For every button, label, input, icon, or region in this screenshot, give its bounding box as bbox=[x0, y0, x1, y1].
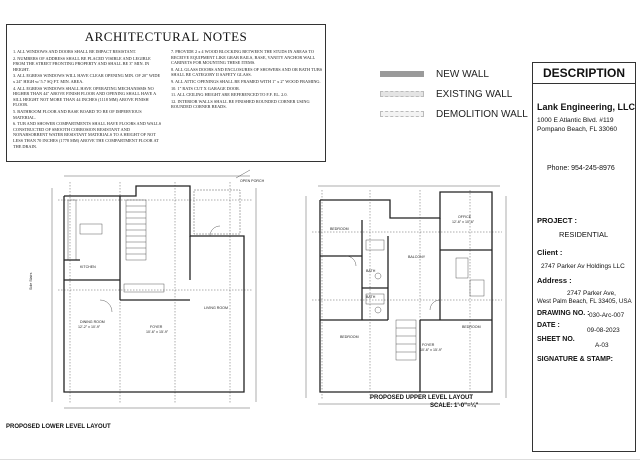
note-item: 8. ALL GLASS DOORS AND ENCLOSURES OF SHOWERS AND OR BATH TUBS SHALL BE CATEGORY II SAFETY GLASS. bbox=[171, 66, 323, 78]
drawing-number-label: DRAWING NO. : bbox=[537, 310, 590, 317]
room-label-bath: BATH bbox=[366, 295, 376, 299]
project-label: PROJECT : bbox=[537, 216, 578, 225]
note-item: 5. BATHROOM FLOOR AND BASE BOARD TO BE OF IMPERVIOUS MATERIAL. bbox=[13, 108, 142, 120]
note-item: 2. NUMBERS OF ADDRESS SHALL BE PLACED VISIBLE AND LEGIBLE FROM THE STREET FRONTING PROPERTY AND SHALL BE 3" MIN. IN HEIGHT. bbox=[13, 55, 151, 72]
room-label-bedroom: BEDROOM bbox=[340, 335, 359, 339]
address-label: Address : bbox=[537, 276, 572, 285]
note-item: 11. ALL CEILING HEIGHT ARE REFERENCED TO F.F. EL. 2.0. bbox=[171, 92, 288, 98]
drawing-number-value: 030-Arc-007 bbox=[589, 312, 625, 319]
room-label-dining: DINING ROOM bbox=[80, 320, 105, 324]
room-label-foyer: FOYER bbox=[150, 325, 163, 329]
room-label-balcony: BALCONY bbox=[408, 255, 426, 259]
room-dim-dining: 12'-2" x 10'-9" bbox=[78, 325, 101, 329]
upper-level-caption: PROPOSED UPPER LEVEL LAYOUT bbox=[370, 395, 474, 401]
note-item: 9. ALL ATTIC OPENINGS SHALL BE FRAMED WITH 1" x 2" WOOD FRAMING. bbox=[171, 78, 321, 84]
scale-label: SCALE: 1'-0"=¼" bbox=[430, 403, 479, 409]
note-item: 3. ALL EGRESS WINDOWS WILL HAVE CLEAR OPENING MIN. OF 20" WIDE x 24" HIGH w/ 5.7 SQ FT. MIN. AREA. bbox=[13, 73, 161, 84]
date-value: 09-08-2023 bbox=[587, 327, 620, 334]
company-name: Lank Engineering, LLC bbox=[537, 102, 636, 112]
signature-stamp-label: SIGNATURE & STAMP: bbox=[537, 356, 613, 363]
legend-label: EXISTING WALL bbox=[436, 88, 513, 100]
note-item: 7. PROVIDE 2 x 4 WOOD BLOCKING BETWEEN THE STUDS IN AREAS TO RECEIVE EQUIPMENT LIKE GRAB RAILS, BASE, VANITY ANCHOR WALL CABINETS FOR MOUNTING THESE ITEMS. bbox=[171, 49, 316, 66]
company-address-line1: 1000 E Atlantic Blvd. #119 bbox=[537, 117, 614, 124]
room-dim-foyer: 10'-6" x 15'-9" bbox=[420, 348, 443, 352]
room-label-porch: OPEN PORCH bbox=[240, 179, 265, 183]
site-address-line1: 2747 Parker Ave, bbox=[567, 290, 616, 297]
note-item: 1. ALL WINDOWS AND DOORS SHALL BE IMPACT RESISTANT. bbox=[13, 49, 137, 54]
company-address-line2: Pompano Beach, FL 33060 bbox=[537, 126, 618, 133]
note-item: 12. INTERIOR WALLS SHALL BE FINISHED ROUNDED CORNER USING ROUNDED CORNER BEADS. bbox=[171, 98, 310, 110]
lower-level-caption: PROPOSED LOWER LEVEL LAYOUT bbox=[6, 424, 111, 430]
room-label-bedroom: BEDROOM bbox=[462, 325, 481, 329]
notes-title: ARCHITECTURAL NOTES bbox=[84, 29, 248, 44]
sheet-number-label: SHEET NO. bbox=[537, 336, 575, 343]
note-item: 6. TUB AND SHOWER COMPARTMENTS SHALL HAVE FLOORS AND WALLS CONSTRUCTED OF SMOOTH CORROSION RESISTANT AND NONABSORBENT WATER RESISTANT MATERIALS TO A HEIGHT OF NOT LESS THAN 70 INCHES (1778 MM) ABOVE THE COMPARTMENT FLOOR AT THE DRAIN. bbox=[13, 121, 162, 149]
room-label-office: OFFICE bbox=[458, 215, 472, 219]
lower-level-plan bbox=[52, 170, 256, 408]
upper-level-plan bbox=[306, 186, 506, 404]
client-label: Client : bbox=[537, 248, 563, 257]
description-heading: DESCRIPTION bbox=[533, 62, 635, 84]
sheet-number-value: A-03 bbox=[595, 342, 609, 349]
client-value: 2747 Parker Av Holdings LLC bbox=[541, 263, 625, 270]
room-label-living: LIVING ROOM bbox=[204, 306, 228, 310]
room-dim-foyer: 10'-6" x 15'-9" bbox=[146, 330, 169, 334]
room-label-kitchen: KITCHEN bbox=[80, 265, 96, 269]
site-address-line2: West Palm Beach, FL 33405, USA bbox=[537, 298, 632, 305]
room-label-side: Side Stairs bbox=[29, 272, 33, 290]
title-block bbox=[532, 62, 636, 452]
date-label: DATE : bbox=[537, 322, 560, 329]
room-label-bath: BATH bbox=[366, 269, 376, 273]
project-value: RESIDENTIAL bbox=[559, 230, 609, 239]
company-phone: Phone: 954-245-8976 bbox=[547, 165, 615, 172]
legend-label: NEW WALL bbox=[436, 68, 489, 80]
room-label-bedroom: BEDROOM bbox=[330, 227, 349, 231]
room-label-foyer: FOYER bbox=[422, 343, 435, 347]
room-dim-office: 12'-6" x 10'-6" bbox=[452, 220, 475, 224]
legend-label: DEMOLITION WALL bbox=[436, 108, 528, 120]
note-item: 4. ALL EGRESS WINDOWS SHALL HAVE OPERATING MECHANISMS NO HIGHER THAN 44" ABOVE FINISH FLOOR AND OPENING SHALL HAVE A SILL HEIGHT NOT MORE THAN 44 INCHES (1118 MM) ABOVE FINISH FLOOR. bbox=[13, 85, 157, 108]
note-item: 10. 1" RATS CUT X GARAGE DOOR. bbox=[171, 85, 240, 91]
